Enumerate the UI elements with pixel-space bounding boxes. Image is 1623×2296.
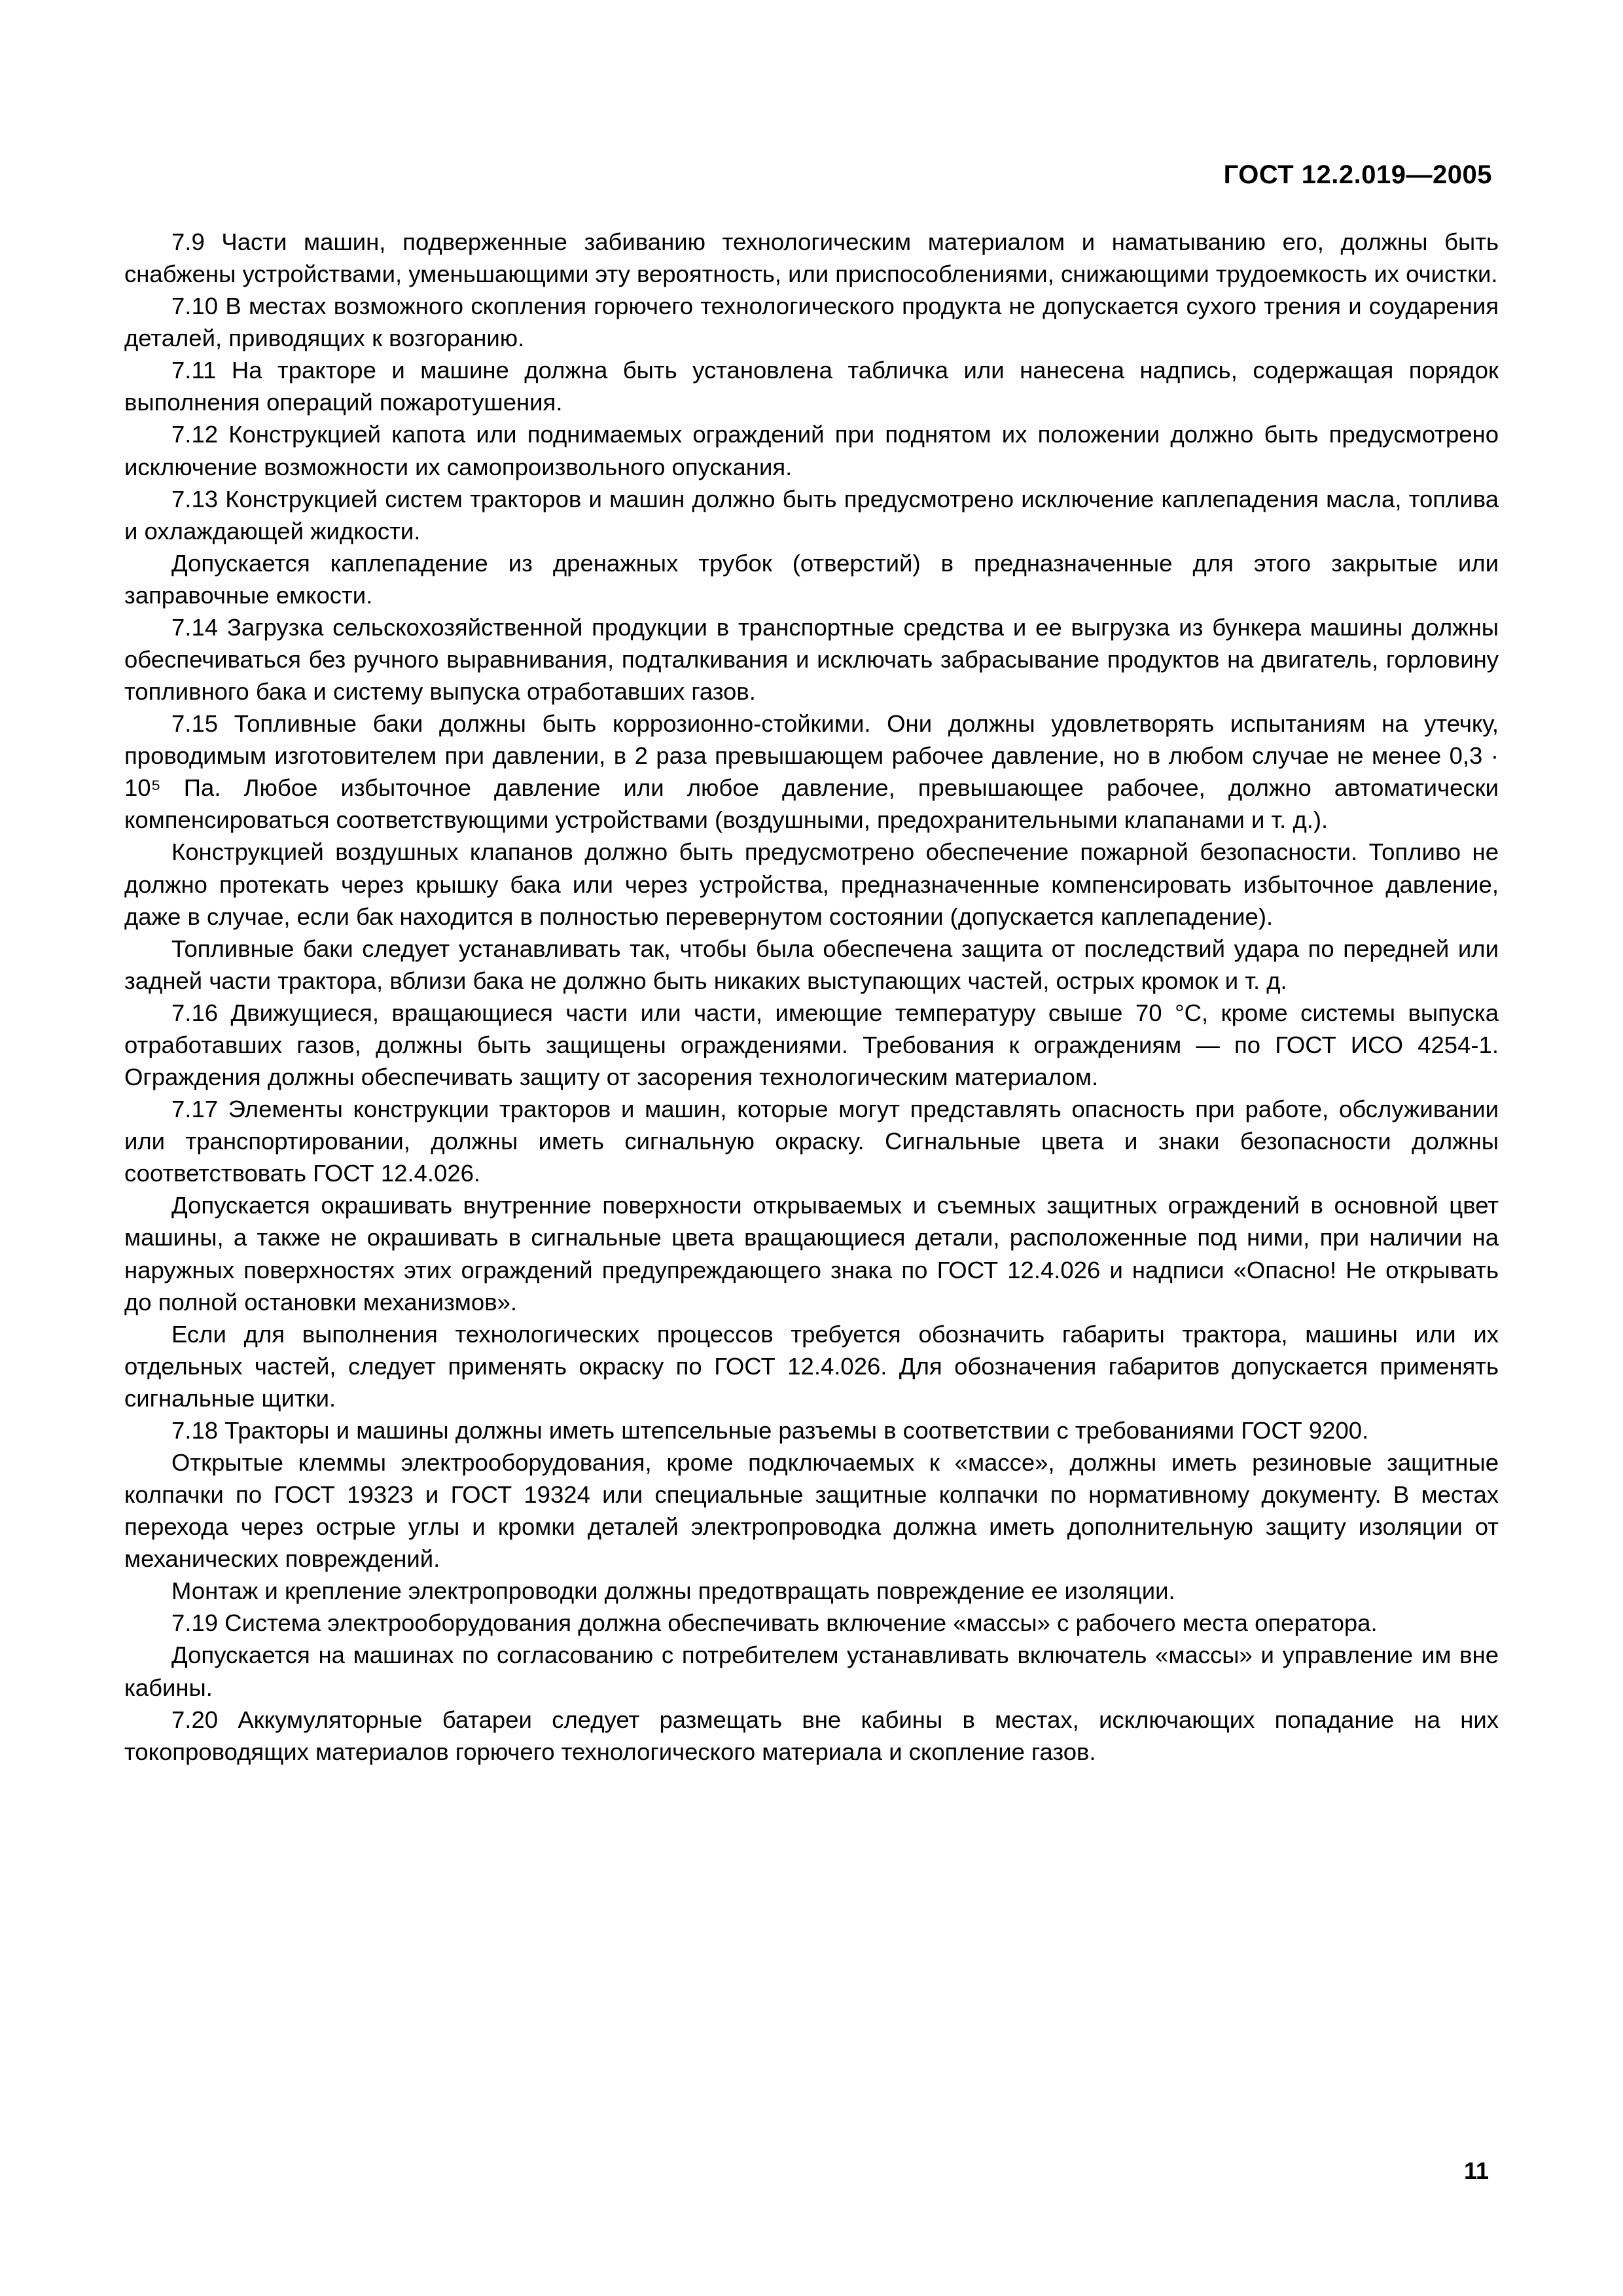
paragraph-7-9: 7.9 Части машин, подверженные забиванию технологическим материалом и наматыванию его, должны быть снабжены устройствами, уменьшающими эту вероятность, или приспособлениями, снижающими трудоемкость их очистки. xyxy=(124,228,1499,288)
paragraph-7-18-note-1: Открытые клеммы электрооборудования, кроме подключаемых к «массе», должны иметь резиновые защитные колпачки по ГОСТ 19323 и ГОСТ 19324 или специальные защитные колпачки по нормативному документу. В местах перехода через острые углы и кромки деталей электропроводка должна иметь дополнительную защиту изоляции от механических повреждений. xyxy=(124,1448,1499,1573)
paragraph-7-12: 7.12 Конструкцией капота или поднимаемых ограждений при поднятом их положении должно быть предусмотрено исключение возможности их самопроизвольного опускания. xyxy=(124,421,1499,480)
paragraph-7-19: 7.19 Система электрооборудования должна обеспечивать включение «массы» с рабочего места оператора. xyxy=(171,1609,1378,1637)
paragraph-7-17-note-1: Допускается окрашивать внутренние поверхности открываемых и съемных защитных ограждений в основной цвет машины, а также не окрашивать в сигнальные цвета вращающиеся детали, расположенные под ними, при наличии на наружных поверхностях этих ограждений предупреждающего знака по ГОСТ 12.4.026 и надписи «Опасно! Не открывать до полной остановки механизмов». xyxy=(124,1192,1499,1316)
paragraph-7-15-note-2: Топливные баки следует устанавливать так, чтобы была обеспечена защита от последствий удара по передней или задней части трактора, вблизи бака не должно быть никаких выступающих частей, острых кромок и т. д. xyxy=(124,935,1499,994)
paragraph-7-18-note-2: Монтаж и крепление электропроводки должны предотвращать повреждение ее изоляции. xyxy=(171,1577,1175,1605)
paragraph-7-15-note-1: Конструкцией воздушных клапанов должно быть предусмотрено обеспечение пожарной безопасности. Топливо не должно протекать через крышку бака или через устройства, предназначенные компенсировать избыточное давление, даже в случае, если бак находится в полностью перевернутом состоянии (допускается каплепадение). xyxy=(124,838,1499,930)
paragraph-7-16: 7.16 Движущиеся, вращающиеся части или части, имеющие температуру свыше 70 °С, кроме системы выпуска отработавших газов, должны быть защищены ограждениями. Требования к ограждениям — по ГОСТ ИСО 4254-1. Ограждения должны обеспечивать защиту от засорения технологическим материалом. xyxy=(124,999,1499,1091)
paragraph-7-14: 7.14 Загрузка сельскохозяйственной продукции в транспортные средства и ее выгрузка из бункера машины должны обеспечиваться без ручного выравнивания, подталкивания и исключать забрасывание продуктов на двигатель, горловину топливного бака и систему выпуска отработавших газов. xyxy=(124,613,1499,706)
paragraph-7-18: 7.18 Тракторы и машины должны иметь штепсельные разъемы в соответствии с требованиями ГОСТ 9200. xyxy=(171,1416,1369,1444)
page-number: 11 xyxy=(1463,2157,1489,2184)
paragraph-7-13-note: Допускается каплепадение из дренажных трубок (отверстий) в предназначенные для этого закрытые или заправочные емкости. xyxy=(124,549,1499,609)
paragraph-7-10: 7.10 В местах возможного скопления горючего технологического продукта не допускается сухого трения и соударения деталей, приводящих к возгоранию. xyxy=(124,293,1499,352)
paragraph-7-17: 7.17 Элементы конструкции тракторов и машин, которые могут представлять опасность при работе, обслуживании или транспортировании, должны иметь сигнальную окраску. Сигнальные цвета и знаки безопасности должны соответствовать ГОСТ 12.4.026. xyxy=(124,1096,1499,1187)
document-header-standard-number: ГОСТ 12.2.019—2005 xyxy=(1223,160,1492,189)
paragraph-7-15: 7.15 Топливные баки должны быть коррозионно-стойкими. Они должны удовлетворять испытаниям на утечку, проводимым изготовителем при давлении, в 2 раза превышающем рабочее давление, но в любом случае не менее 0,3 · 10⁵ Па. Любое избыточное давление или любое давление, превышающее рабочее, должно автоматически компенсироваться соответствующими устройствами (воздушными, предохранительными клапанами и т. д.). xyxy=(124,710,1499,834)
document-body xyxy=(124,226,1499,1768)
paragraph-7-20: 7.20 Аккумуляторные батареи следует размещать вне кабины в местах, исключающих попадание на них токопроводящих материалов горючего технологического материала и скопление газов. xyxy=(124,1706,1499,1765)
paragraph-7-11: 7.11 На тракторе и машине должна быть установлена табличка или нанесена надпись, содержащая порядок выполнения операций пожаротушения. xyxy=(124,357,1499,416)
paragraph-7-13: 7.13 Конструкцией систем тракторов и машин должно быть предусмотрено исключение каплепадения масла, топлива и охлаждающей жидкости. xyxy=(124,485,1499,545)
paragraph-7-17-note-2: Если для выполнения технологических процессов требуется обозначить габариты трактора, машины или их отдельных частей, следует применять окраску по ГОСТ 12.4.026. Для обозначения габаритов допускается применять сигнальные щитки. xyxy=(124,1320,1499,1412)
paragraph-7-19-note: Допускается на машинах по согласованию с потребителем устанавливать включатель «массы» и управление им вне кабины. xyxy=(124,1641,1499,1701)
